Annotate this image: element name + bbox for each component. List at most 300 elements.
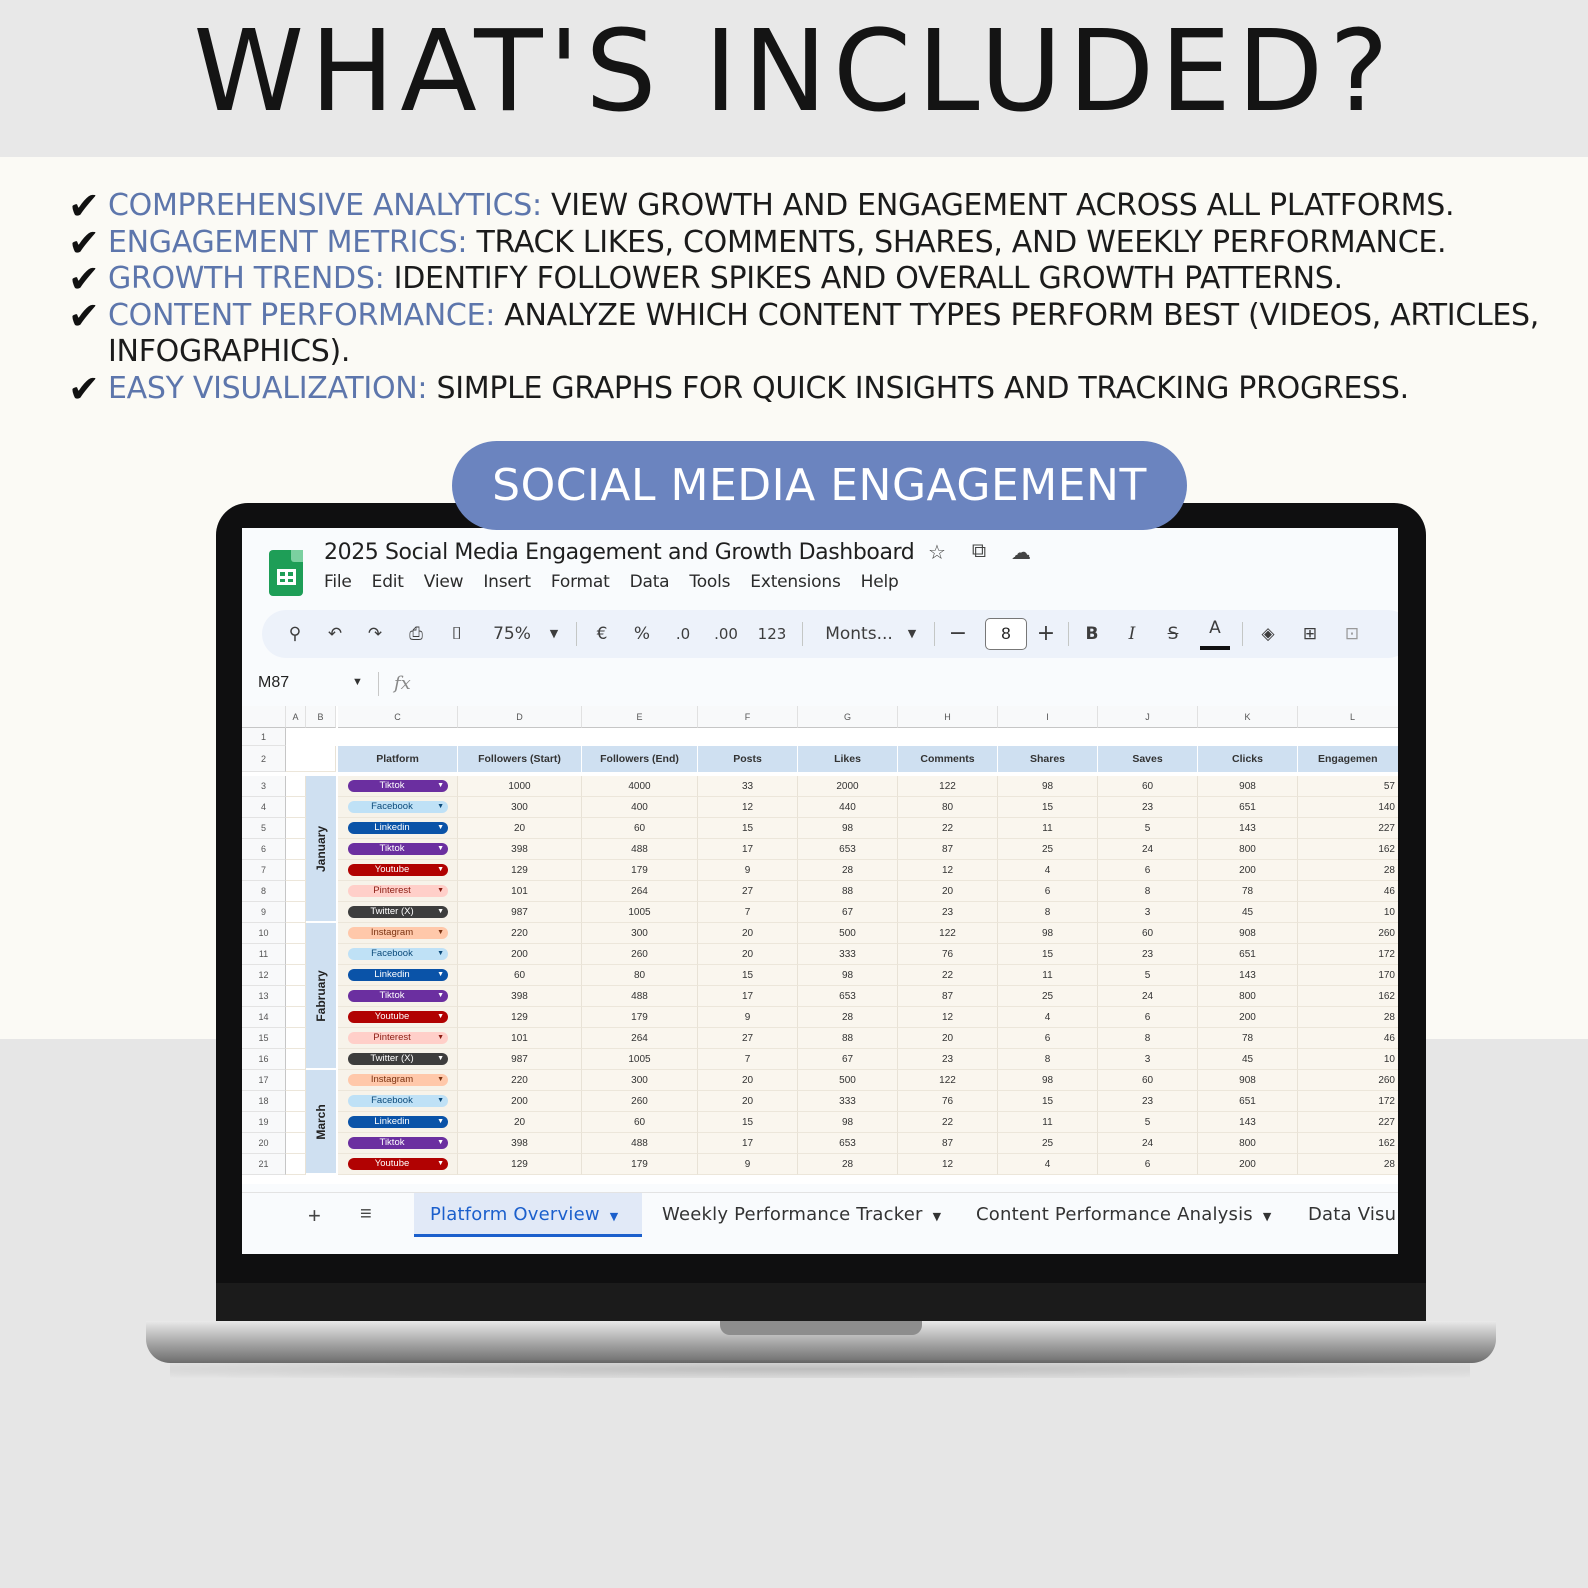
row-header[interactable]: 5 bbox=[242, 818, 286, 839]
decrease-decimal-button[interactable]: .0 bbox=[675, 625, 691, 643]
table-cell[interactable]: 9 bbox=[698, 860, 798, 881]
table-cell[interactable]: 179 bbox=[582, 1007, 698, 1028]
table-cell[interactable] bbox=[286, 902, 306, 923]
row-header[interactable]: 18 bbox=[242, 1091, 286, 1112]
row-header[interactable]: 20 bbox=[242, 1133, 286, 1154]
table-cell[interactable]: 7 bbox=[698, 902, 798, 923]
table-cell[interactable]: 908 bbox=[1198, 776, 1298, 797]
sheet-tab[interactable] bbox=[960, 1193, 1280, 1237]
table-cell[interactable]: 101 bbox=[458, 881, 582, 902]
platform-chip[interactable] bbox=[348, 780, 448, 792]
table-cell[interactable]: 60 bbox=[1098, 776, 1198, 797]
column-header[interactable]: F bbox=[698, 706, 798, 728]
redo-icon[interactable]: ↷ bbox=[367, 624, 383, 644]
row-header[interactable]: 9 bbox=[242, 902, 286, 923]
table-cell[interactable]: 98 bbox=[998, 776, 1098, 797]
table-cell[interactable]: 25 bbox=[998, 839, 1098, 860]
table-cell[interactable]: 200 bbox=[458, 1091, 582, 1112]
table-cell[interactable]: 60 bbox=[582, 1112, 698, 1133]
table-cell[interactable]: 20 bbox=[698, 923, 798, 944]
table-cell[interactable]: 27 bbox=[698, 1028, 798, 1049]
platform-cell[interactable] bbox=[338, 881, 458, 902]
table-cell[interactable]: 143 bbox=[1198, 818, 1298, 839]
chip-dropdown-icon[interactable]: ▼ bbox=[437, 929, 444, 936]
table-cell[interactable]: 12 bbox=[698, 797, 798, 818]
document-title[interactable]: 2025 Social Media Engagement and Growth Dashboard bbox=[324, 540, 915, 565]
row-header[interactable]: 21 bbox=[242, 1154, 286, 1175]
platform-cell[interactable] bbox=[338, 818, 458, 839]
add-sheet-icon[interactable]: + bbox=[308, 1203, 321, 1228]
table-cell[interactable]: 101 bbox=[458, 1028, 582, 1049]
table-cell[interactable]: 908 bbox=[1198, 1070, 1298, 1091]
table-cell[interactable]: 4000 bbox=[582, 776, 698, 797]
table-cell[interactable]: 78 bbox=[1198, 881, 1298, 902]
table-cell[interactable]: 17 bbox=[698, 986, 798, 1007]
platform-cell[interactable] bbox=[338, 776, 458, 797]
chip-dropdown-icon[interactable]: ▼ bbox=[437, 971, 444, 978]
table-cell[interactable]: 653 bbox=[798, 839, 898, 860]
column-header[interactable]: L bbox=[1298, 706, 1398, 728]
table-cell[interactable] bbox=[286, 1007, 306, 1028]
row-header[interactable]: 8 bbox=[242, 881, 286, 902]
table-cell[interactable]: 651 bbox=[1198, 797, 1298, 818]
table-cell[interactable]: 17 bbox=[698, 839, 798, 860]
platform-cell[interactable] bbox=[338, 1070, 458, 1091]
platform-chip[interactable] bbox=[348, 864, 448, 876]
table-cell[interactable]: 300 bbox=[582, 1070, 698, 1091]
table-cell[interactable]: 9 bbox=[698, 1154, 798, 1175]
table-cell[interactable]: 15 bbox=[698, 1112, 798, 1133]
spreadsheet-grid[interactable] bbox=[242, 706, 1398, 1184]
chip-dropdown-icon[interactable]: ▼ bbox=[437, 1055, 444, 1062]
table-cell[interactable]: 28 bbox=[798, 1007, 898, 1028]
table-cell[interactable]: 987 bbox=[458, 1049, 582, 1070]
chip-dropdown-icon[interactable]: ▼ bbox=[437, 1034, 444, 1041]
tab-dropdown-icon[interactable]: ▼ bbox=[609, 1210, 619, 1223]
platform-chip[interactable] bbox=[348, 1032, 448, 1044]
table-cell[interactable]: 46 bbox=[1298, 881, 1398, 902]
table-cell[interactable]: 87 bbox=[898, 986, 998, 1007]
menu-item-extensions[interactable]: Extensions bbox=[750, 572, 841, 592]
table-cell[interactable]: 24 bbox=[1098, 839, 1198, 860]
table-cell[interactable]: 333 bbox=[798, 944, 898, 965]
table-cell[interactable]: 10 bbox=[1298, 902, 1398, 923]
table-cell[interactable]: 5 bbox=[1098, 1112, 1198, 1133]
table-cell[interactable] bbox=[286, 881, 306, 902]
table-cell[interactable]: 20 bbox=[698, 1091, 798, 1112]
table-cell[interactable]: 78 bbox=[1198, 1028, 1298, 1049]
table-cell[interactable] bbox=[286, 776, 306, 797]
chip-dropdown-icon[interactable]: ▼ bbox=[437, 803, 444, 810]
table-cell[interactable] bbox=[286, 965, 306, 986]
table-cell[interactable]: 653 bbox=[798, 986, 898, 1007]
platform-cell[interactable] bbox=[338, 923, 458, 944]
table-cell[interactable]: 8 bbox=[998, 1049, 1098, 1070]
table-cell[interactable]: 60 bbox=[458, 965, 582, 986]
table-cell[interactable]: 162 bbox=[1298, 1133, 1398, 1154]
table-cell[interactable]: 20 bbox=[898, 881, 998, 902]
table-cell[interactable]: 60 bbox=[1098, 1070, 1198, 1091]
column-header[interactable]: H bbox=[898, 706, 998, 728]
table-cell[interactable]: 6 bbox=[1098, 1154, 1198, 1175]
table-cell[interactable] bbox=[286, 944, 306, 965]
sheet-tab[interactable] bbox=[414, 1193, 642, 1237]
bold-button[interactable]: B bbox=[1085, 624, 1099, 644]
platform-cell[interactable] bbox=[338, 944, 458, 965]
sheet-tab[interactable] bbox=[646, 1193, 946, 1237]
table-cell[interactable]: 28 bbox=[798, 860, 898, 881]
table-cell[interactable]: 122 bbox=[898, 1070, 998, 1091]
table-cell[interactable]: 5 bbox=[1098, 965, 1198, 986]
table-cell[interactable]: 23 bbox=[1098, 797, 1198, 818]
table-cell[interactable]: 6 bbox=[1098, 860, 1198, 881]
chip-dropdown-icon[interactable]: ▼ bbox=[437, 782, 444, 789]
table-cell[interactable] bbox=[286, 818, 306, 839]
table-cell[interactable]: 20 bbox=[698, 1070, 798, 1091]
table-cell[interactable]: 140 bbox=[1298, 797, 1398, 818]
table-cell[interactable]: 129 bbox=[458, 860, 582, 881]
chip-dropdown-icon[interactable]: ▼ bbox=[437, 1013, 444, 1020]
platform-chip[interactable] bbox=[348, 1137, 448, 1149]
table-cell[interactable]: 4 bbox=[998, 1154, 1098, 1175]
merge-cells-icon[interactable]: ⊡ bbox=[1344, 624, 1360, 644]
row-header[interactable]: 14 bbox=[242, 1007, 286, 1028]
table-cell[interactable]: 57 bbox=[1298, 776, 1398, 797]
table-cell[interactable]: 264 bbox=[582, 1028, 698, 1049]
table-cell[interactable]: 500 bbox=[798, 923, 898, 944]
borders-icon[interactable]: ⊞ bbox=[1302, 624, 1318, 644]
text-color-button[interactable]: A bbox=[1200, 610, 1230, 650]
menu-item-data[interactable]: Data bbox=[629, 572, 670, 592]
column-header[interactable]: A bbox=[286, 706, 306, 728]
table-cell[interactable]: 6 bbox=[998, 881, 1098, 902]
table-cell[interactable]: 20 bbox=[898, 1028, 998, 1049]
table-cell[interactable]: 651 bbox=[1198, 1091, 1298, 1112]
table-cell[interactable]: 12 bbox=[898, 1007, 998, 1028]
table-cell[interactable]: 24 bbox=[1098, 986, 1198, 1007]
increase-decimal-button[interactable]: .00 bbox=[714, 625, 738, 643]
table-cell[interactable]: 67 bbox=[798, 902, 898, 923]
table-cell[interactable]: 220 bbox=[458, 923, 582, 944]
strikethrough-icon[interactable]: S bbox=[1167, 624, 1179, 644]
table-cell[interactable]: 987 bbox=[458, 902, 582, 923]
table-cell[interactable]: 220 bbox=[458, 1070, 582, 1091]
table-cell[interactable]: 12 bbox=[898, 860, 998, 881]
platform-chip[interactable] bbox=[348, 927, 448, 939]
platform-cell[interactable] bbox=[338, 902, 458, 923]
platform-cell[interactable] bbox=[338, 1133, 458, 1154]
table-cell[interactable]: 28 bbox=[1298, 860, 1398, 881]
chip-dropdown-icon[interactable]: ▼ bbox=[437, 866, 444, 873]
table-cell[interactable] bbox=[286, 1112, 306, 1133]
table-cell[interactable]: 24 bbox=[1098, 1133, 1198, 1154]
table-cell[interactable]: 67 bbox=[798, 1049, 898, 1070]
font-dropdown-icon[interactable]: ▼ bbox=[907, 627, 917, 640]
table-cell[interactable]: 98 bbox=[798, 818, 898, 839]
row-header[interactable]: 1 bbox=[242, 728, 286, 746]
cloud-saved-icon[interactable]: ☁ bbox=[1011, 542, 1031, 564]
row-header[interactable]: 13 bbox=[242, 986, 286, 1007]
table-cell[interactable]: 23 bbox=[1098, 1091, 1198, 1112]
table-cell[interactable] bbox=[286, 1049, 306, 1070]
chip-dropdown-icon[interactable]: ▼ bbox=[437, 1160, 444, 1167]
sheet-tab[interactable] bbox=[1292, 1193, 1398, 1237]
font-size-input[interactable]: 8 bbox=[985, 618, 1027, 650]
table-cell[interactable]: 333 bbox=[798, 1091, 898, 1112]
table-cell[interactable]: 22 bbox=[898, 1112, 998, 1133]
table-cell[interactable]: 1000 bbox=[458, 776, 582, 797]
table-cell[interactable]: 4 bbox=[998, 1007, 1098, 1028]
table-cell[interactable]: 20 bbox=[458, 1112, 582, 1133]
platform-chip[interactable] bbox=[348, 948, 448, 960]
table-cell[interactable] bbox=[286, 839, 306, 860]
table-cell[interactable]: 260 bbox=[1298, 1070, 1398, 1091]
platform-chip[interactable] bbox=[348, 801, 448, 813]
platform-cell[interactable] bbox=[338, 1049, 458, 1070]
table-cell[interactable]: 20 bbox=[458, 818, 582, 839]
table-cell[interactable]: 46 bbox=[1298, 1028, 1398, 1049]
platform-chip[interactable] bbox=[348, 1158, 448, 1170]
chip-dropdown-icon[interactable]: ▼ bbox=[437, 950, 444, 957]
platform-chip[interactable] bbox=[348, 1095, 448, 1107]
column-header[interactable]: I bbox=[998, 706, 1098, 728]
platform-cell[interactable] bbox=[338, 797, 458, 818]
table-cell[interactable]: 122 bbox=[898, 776, 998, 797]
table-cell[interactable]: 20 bbox=[698, 944, 798, 965]
table-cell[interactable] bbox=[286, 1091, 306, 1112]
increase-font-size-button[interactable]: + bbox=[1036, 621, 1056, 646]
platform-chip[interactable] bbox=[348, 1011, 448, 1023]
column-header[interactable]: K bbox=[1198, 706, 1298, 728]
table-cell[interactable]: 3 bbox=[1098, 1049, 1198, 1070]
platform-chip[interactable] bbox=[348, 1074, 448, 1086]
table-cell[interactable]: 80 bbox=[898, 797, 998, 818]
sheets-logo-icon[interactable] bbox=[269, 550, 303, 596]
undo-icon[interactable]: ↶ bbox=[327, 624, 343, 644]
menu-item-file[interactable]: File bbox=[324, 572, 352, 592]
row-header[interactable]: 17 bbox=[242, 1070, 286, 1091]
menu-item-edit[interactable]: Edit bbox=[371, 572, 404, 592]
paint-format-icon[interactable]: ⌷ bbox=[451, 624, 463, 644]
search-icon[interactable]: ⚲ bbox=[288, 624, 302, 644]
currency-format-button[interactable]: € bbox=[596, 624, 608, 644]
platform-cell[interactable] bbox=[338, 986, 458, 1007]
table-cell[interactable]: 800 bbox=[1198, 1133, 1298, 1154]
table-cell[interactable]: 6 bbox=[1098, 1007, 1198, 1028]
row-header[interactable]: 7 bbox=[242, 860, 286, 881]
table-cell[interactable]: 33 bbox=[698, 776, 798, 797]
platform-chip[interactable] bbox=[348, 822, 448, 834]
table-cell[interactable]: 98 bbox=[998, 923, 1098, 944]
table-cell[interactable]: 488 bbox=[582, 1133, 698, 1154]
tab-dropdown-icon[interactable]: ▼ bbox=[932, 1210, 942, 1223]
table-cell[interactable]: 1005 bbox=[582, 902, 698, 923]
table-cell[interactable]: 200 bbox=[1198, 860, 1298, 881]
column-header[interactable]: D bbox=[458, 706, 582, 728]
table-cell[interactable]: 23 bbox=[898, 902, 998, 923]
name-box[interactable]: M87 bbox=[258, 674, 290, 691]
print-icon[interactable]: ⎙ bbox=[409, 624, 423, 644]
select-all-corner[interactable] bbox=[242, 706, 286, 728]
star-icon[interactable]: ☆ bbox=[928, 542, 946, 564]
row-header[interactable]: 3 bbox=[242, 776, 286, 797]
table-cell[interactable]: 6 bbox=[998, 1028, 1098, 1049]
table-cell[interactable]: 15 bbox=[998, 797, 1098, 818]
name-box-dropdown-icon[interactable]: ▼ bbox=[352, 676, 363, 688]
table-cell[interactable]: 17 bbox=[698, 1133, 798, 1154]
chip-dropdown-icon[interactable]: ▼ bbox=[437, 992, 444, 999]
platform-chip[interactable] bbox=[348, 1116, 448, 1128]
table-cell[interactable]: 87 bbox=[898, 839, 998, 860]
italic-button[interactable]: I bbox=[1128, 624, 1136, 644]
menu-item-insert[interactable]: Insert bbox=[483, 572, 531, 592]
table-cell[interactable]: 28 bbox=[1298, 1154, 1398, 1175]
table-cell[interactable]: 11 bbox=[998, 818, 1098, 839]
chip-dropdown-icon[interactable]: ▼ bbox=[437, 887, 444, 894]
decrease-font-size-button[interactable]: − bbox=[948, 621, 968, 646]
row-header[interactable]: 10 bbox=[242, 923, 286, 944]
column-header[interactable]: G bbox=[798, 706, 898, 728]
table-cell[interactable]: 162 bbox=[1298, 986, 1398, 1007]
zoom-select[interactable]: 75% bbox=[493, 624, 531, 644]
tab-dropdown-icon[interactable]: ▼ bbox=[1262, 1210, 1272, 1223]
table-cell[interactable]: 488 bbox=[582, 839, 698, 860]
menu-item-view[interactable]: View bbox=[423, 572, 464, 592]
menu-item-format[interactable]: Format bbox=[550, 572, 610, 592]
table-cell[interactable]: 88 bbox=[798, 881, 898, 902]
table-cell[interactable]: 15 bbox=[698, 965, 798, 986]
table-cell[interactable]: 88 bbox=[798, 1028, 898, 1049]
table-cell[interactable]: 11 bbox=[998, 1112, 1098, 1133]
table-cell[interactable] bbox=[286, 1070, 306, 1091]
table-cell[interactable]: 162 bbox=[1298, 839, 1398, 860]
table-cell[interactable]: 15 bbox=[698, 818, 798, 839]
table-cell[interactable]: 25 bbox=[998, 986, 1098, 1007]
row-header[interactable]: 16 bbox=[242, 1049, 286, 1070]
table-cell[interactable]: 260 bbox=[1298, 923, 1398, 944]
move-to-folder-icon[interactable]: ⧉ bbox=[971, 540, 987, 562]
table-cell[interactable]: 1005 bbox=[582, 1049, 698, 1070]
table-cell[interactable]: 179 bbox=[582, 860, 698, 881]
table-cell[interactable]: 15 bbox=[998, 944, 1098, 965]
platform-cell[interactable] bbox=[338, 839, 458, 860]
chip-dropdown-icon[interactable]: ▼ bbox=[437, 1097, 444, 1104]
table-cell[interactable]: 60 bbox=[1098, 923, 1198, 944]
platform-chip[interactable] bbox=[348, 990, 448, 1002]
chip-dropdown-icon[interactable]: ▼ bbox=[437, 1076, 444, 1083]
table-cell[interactable] bbox=[286, 860, 306, 881]
platform-chip[interactable] bbox=[348, 1053, 448, 1065]
table-cell[interactable]: 22 bbox=[898, 818, 998, 839]
table-cell[interactable]: 129 bbox=[458, 1007, 582, 1028]
table-cell[interactable] bbox=[286, 923, 306, 944]
table-cell[interactable]: 7 bbox=[698, 1049, 798, 1070]
platform-cell[interactable] bbox=[338, 1112, 458, 1133]
table-cell[interactable]: 129 bbox=[458, 1154, 582, 1175]
table-cell[interactable]: 260 bbox=[582, 944, 698, 965]
table-cell[interactable]: 800 bbox=[1198, 839, 1298, 860]
table-cell[interactable]: 200 bbox=[458, 944, 582, 965]
menu-item-tools[interactable]: Tools bbox=[689, 572, 731, 592]
row-header[interactable]: 19 bbox=[242, 1112, 286, 1133]
chip-dropdown-icon[interactable]: ▼ bbox=[437, 1118, 444, 1125]
table-cell[interactable]: 28 bbox=[1298, 1007, 1398, 1028]
platform-cell[interactable] bbox=[338, 1007, 458, 1028]
table-cell[interactable]: 800 bbox=[1198, 986, 1298, 1007]
table-cell[interactable]: 60 bbox=[582, 818, 698, 839]
table-cell[interactable]: 5 bbox=[1098, 818, 1198, 839]
table-cell[interactable]: 45 bbox=[1198, 1049, 1298, 1070]
table-cell[interactable]: 45 bbox=[1198, 902, 1298, 923]
table-cell[interactable] bbox=[286, 1028, 306, 1049]
table-cell[interactable]: 23 bbox=[898, 1049, 998, 1070]
table-cell[interactable]: 4 bbox=[998, 860, 1098, 881]
table-cell[interactable]: 300 bbox=[582, 923, 698, 944]
table-cell[interactable]: 260 bbox=[582, 1091, 698, 1112]
table-cell[interactable]: 76 bbox=[898, 1091, 998, 1112]
row-header[interactable]: 6 bbox=[242, 839, 286, 860]
table-cell[interactable]: 200 bbox=[1198, 1007, 1298, 1028]
table-cell[interactable]: 15 bbox=[998, 1091, 1098, 1112]
table-cell[interactable]: 3 bbox=[1098, 902, 1198, 923]
table-cell[interactable]: 264 bbox=[582, 881, 698, 902]
row-header[interactable]: 2 bbox=[242, 746, 286, 772]
table-cell[interactable]: 440 bbox=[798, 797, 898, 818]
row-header[interactable]: 4 bbox=[242, 797, 286, 818]
column-header[interactable]: J bbox=[1098, 706, 1198, 728]
table-cell[interactable]: 398 bbox=[458, 1133, 582, 1154]
table-cell[interactable]: 8 bbox=[1098, 881, 1198, 902]
table-cell[interactable]: 143 bbox=[1198, 1112, 1298, 1133]
row-header[interactable]: 11 bbox=[242, 944, 286, 965]
platform-chip[interactable] bbox=[348, 906, 448, 918]
table-cell[interactable]: 398 bbox=[458, 839, 582, 860]
table-cell[interactable]: 651 bbox=[1198, 944, 1298, 965]
platform-cell[interactable] bbox=[338, 965, 458, 986]
percent-format-button[interactable]: % bbox=[633, 624, 651, 644]
table-cell[interactable]: 76 bbox=[898, 944, 998, 965]
table-cell[interactable]: 23 bbox=[1098, 944, 1198, 965]
table-cell[interactable]: 11 bbox=[998, 965, 1098, 986]
zoom-dropdown-icon[interactable]: ▼ bbox=[549, 627, 559, 640]
platform-chip[interactable] bbox=[348, 885, 448, 897]
column-header[interactable]: C bbox=[338, 706, 458, 728]
table-cell[interactable]: 500 bbox=[798, 1070, 898, 1091]
table-cell[interactable]: 87 bbox=[898, 1133, 998, 1154]
table-cell[interactable]: 12 bbox=[898, 1154, 998, 1175]
table-cell[interactable]: 22 bbox=[898, 965, 998, 986]
table-cell[interactable]: 10 bbox=[1298, 1049, 1398, 1070]
table-cell[interactable]: 25 bbox=[998, 1133, 1098, 1154]
table-cell[interactable]: 98 bbox=[998, 1070, 1098, 1091]
table-cell[interactable] bbox=[286, 1133, 306, 1154]
table-cell[interactable]: 98 bbox=[798, 965, 898, 986]
table-cell[interactable]: 80 bbox=[582, 965, 698, 986]
table-cell[interactable]: 488 bbox=[582, 986, 698, 1007]
table-cell[interactable]: 8 bbox=[1098, 1028, 1198, 1049]
table-cell[interactable]: 143 bbox=[1198, 965, 1298, 986]
table-cell[interactable]: 122 bbox=[898, 923, 998, 944]
number-format-button[interactable]: 123 bbox=[757, 625, 787, 643]
table-cell[interactable]: 28 bbox=[798, 1154, 898, 1175]
font-family-select[interactable]: Monts... bbox=[825, 624, 893, 644]
chip-dropdown-icon[interactable]: ▼ bbox=[437, 845, 444, 852]
table-cell[interactable]: 172 bbox=[1298, 1091, 1398, 1112]
table-cell[interactable]: 170 bbox=[1298, 965, 1398, 986]
fill-color-icon[interactable]: ◈ bbox=[1261, 624, 1275, 644]
table-cell[interactable] bbox=[286, 986, 306, 1007]
table-cell[interactable]: 227 bbox=[1298, 1112, 1398, 1133]
